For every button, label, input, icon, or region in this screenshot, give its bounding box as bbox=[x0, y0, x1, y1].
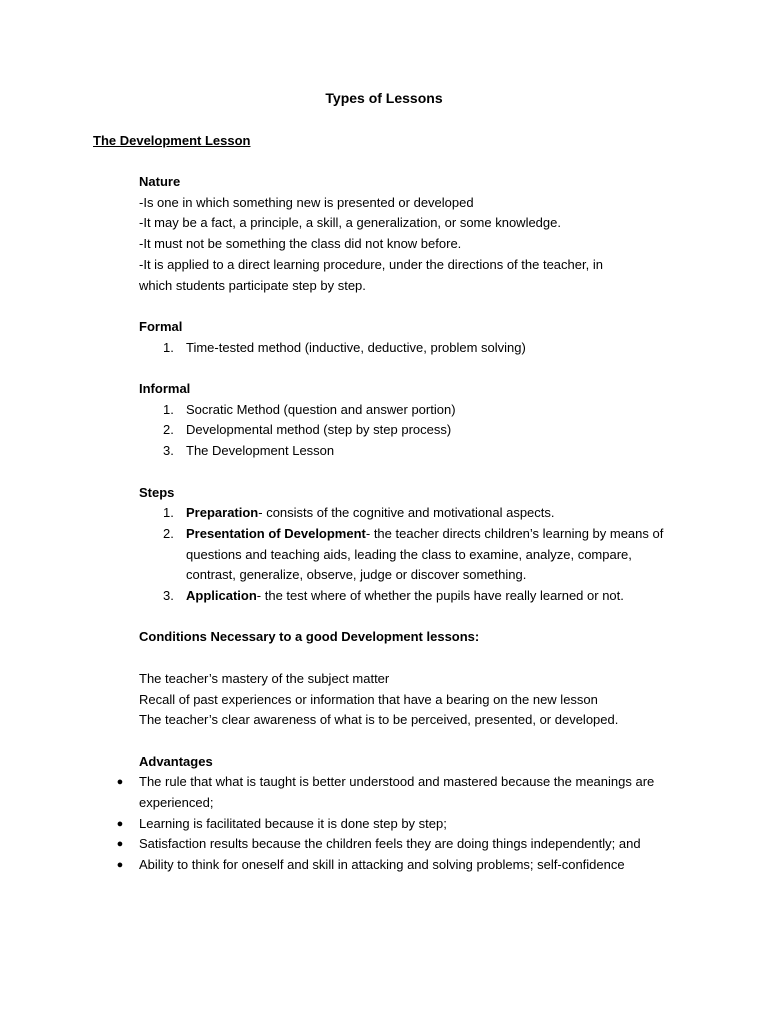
list-item bbox=[139, 503, 679, 524]
nature-line: -It is applied to a direct learning procedure, under the directions of the teacher, in bbox=[139, 256, 603, 272]
list-item bbox=[139, 338, 679, 359]
list-item bbox=[116, 834, 679, 855]
nature-line: -Is one in which something new is presented or developed bbox=[139, 194, 474, 210]
formal-heading: Formal bbox=[139, 318, 183, 334]
informal-heading: Informal bbox=[139, 381, 191, 396]
advantages-heading: Advantages bbox=[139, 753, 213, 769]
list-number: 2. bbox=[163, 422, 174, 438]
step-description: - the teacher directs children’s learning by means of questions and teaching aids, leading the class to examine, analyze, compare, contrast, generalize, observe, judge or discover something. bbox=[186, 525, 664, 583]
step-term: Application bbox=[186, 588, 257, 604]
nature-line: -It may be a fact, a principle, a skill, a generalization, or some knowledge. bbox=[139, 215, 561, 231]
step-term: Preparation bbox=[186, 505, 259, 521]
list-number: 3. bbox=[163, 443, 174, 459]
step-description: - the test where of whether the pupils have really learned or not. bbox=[256, 588, 624, 604]
step-description: - consists of the cognitive and motivational aspects. bbox=[258, 505, 555, 521]
list-item bbox=[139, 400, 679, 421]
list-number: 1. bbox=[163, 339, 174, 355]
bullet-icon: ● bbox=[116, 817, 124, 830]
list-text: The rule that what is taught is better understood and mastered because the meanings are experienced; bbox=[139, 774, 655, 810]
list-item bbox=[139, 441, 679, 462]
list-number: 1. bbox=[163, 401, 174, 417]
list-item bbox=[139, 586, 679, 607]
steps-heading: Steps bbox=[139, 484, 175, 500]
list-item bbox=[139, 420, 679, 441]
formal-list bbox=[139, 338, 679, 359]
document-body bbox=[116, 172, 679, 876]
nature-line: which students participate step by step. bbox=[139, 277, 366, 293]
advantages-list bbox=[116, 772, 679, 876]
bullet-icon: ● bbox=[116, 838, 124, 851]
list-text: The Development Lesson bbox=[186, 443, 335, 459]
list-text: Ability to think for oneself and skill in attacking and solving problems; self-confidence bbox=[139, 857, 625, 873]
list-text: Time-tested method (inductive, deductive, problem solving) bbox=[186, 339, 526, 355]
bullet-icon: ● bbox=[116, 776, 124, 789]
list-number: 3. bbox=[163, 588, 174, 604]
list-number: 2. bbox=[163, 525, 174, 541]
list-text: Socratic Method (question and answer portion) bbox=[186, 401, 456, 417]
condition-line: The teacher’s clear awareness of what is to be perceived, presented, or developed. bbox=[139, 712, 619, 728]
list-item bbox=[116, 772, 679, 813]
list-text: Learning is facilitated because it is done step by step; bbox=[139, 815, 447, 831]
list-text: Developmental method (step by step process) bbox=[186, 422, 452, 438]
list-text bbox=[186, 524, 679, 586]
list-number: 1. bbox=[163, 505, 174, 521]
bullet-icon: ● bbox=[116, 859, 124, 872]
nature-heading: Nature bbox=[139, 174, 181, 189]
step-term: Presentation of Development bbox=[186, 525, 366, 541]
list-text bbox=[186, 586, 679, 607]
steps-list bbox=[139, 503, 679, 607]
nature-line: -It must not be something the class did not know before. bbox=[139, 236, 462, 252]
informal-list bbox=[139, 400, 679, 462]
condition-line: Recall of past experiences or information that have a bearing on the new lesson bbox=[139, 691, 598, 707]
list-item bbox=[116, 814, 679, 835]
conditions-heading: Conditions Necessary to a good Development lessons: bbox=[139, 629, 480, 645]
list-item bbox=[116, 855, 679, 876]
document-title: Types of Lessons bbox=[325, 90, 443, 106]
list-text bbox=[186, 503, 679, 524]
list-item bbox=[139, 524, 679, 586]
section-title: The Development Lesson bbox=[93, 133, 251, 148]
list-text: Satisfaction results because the children feels they are doing things independently; and bbox=[139, 836, 641, 852]
condition-line: The teacher’s mastery of the subject matter bbox=[139, 670, 390, 686]
